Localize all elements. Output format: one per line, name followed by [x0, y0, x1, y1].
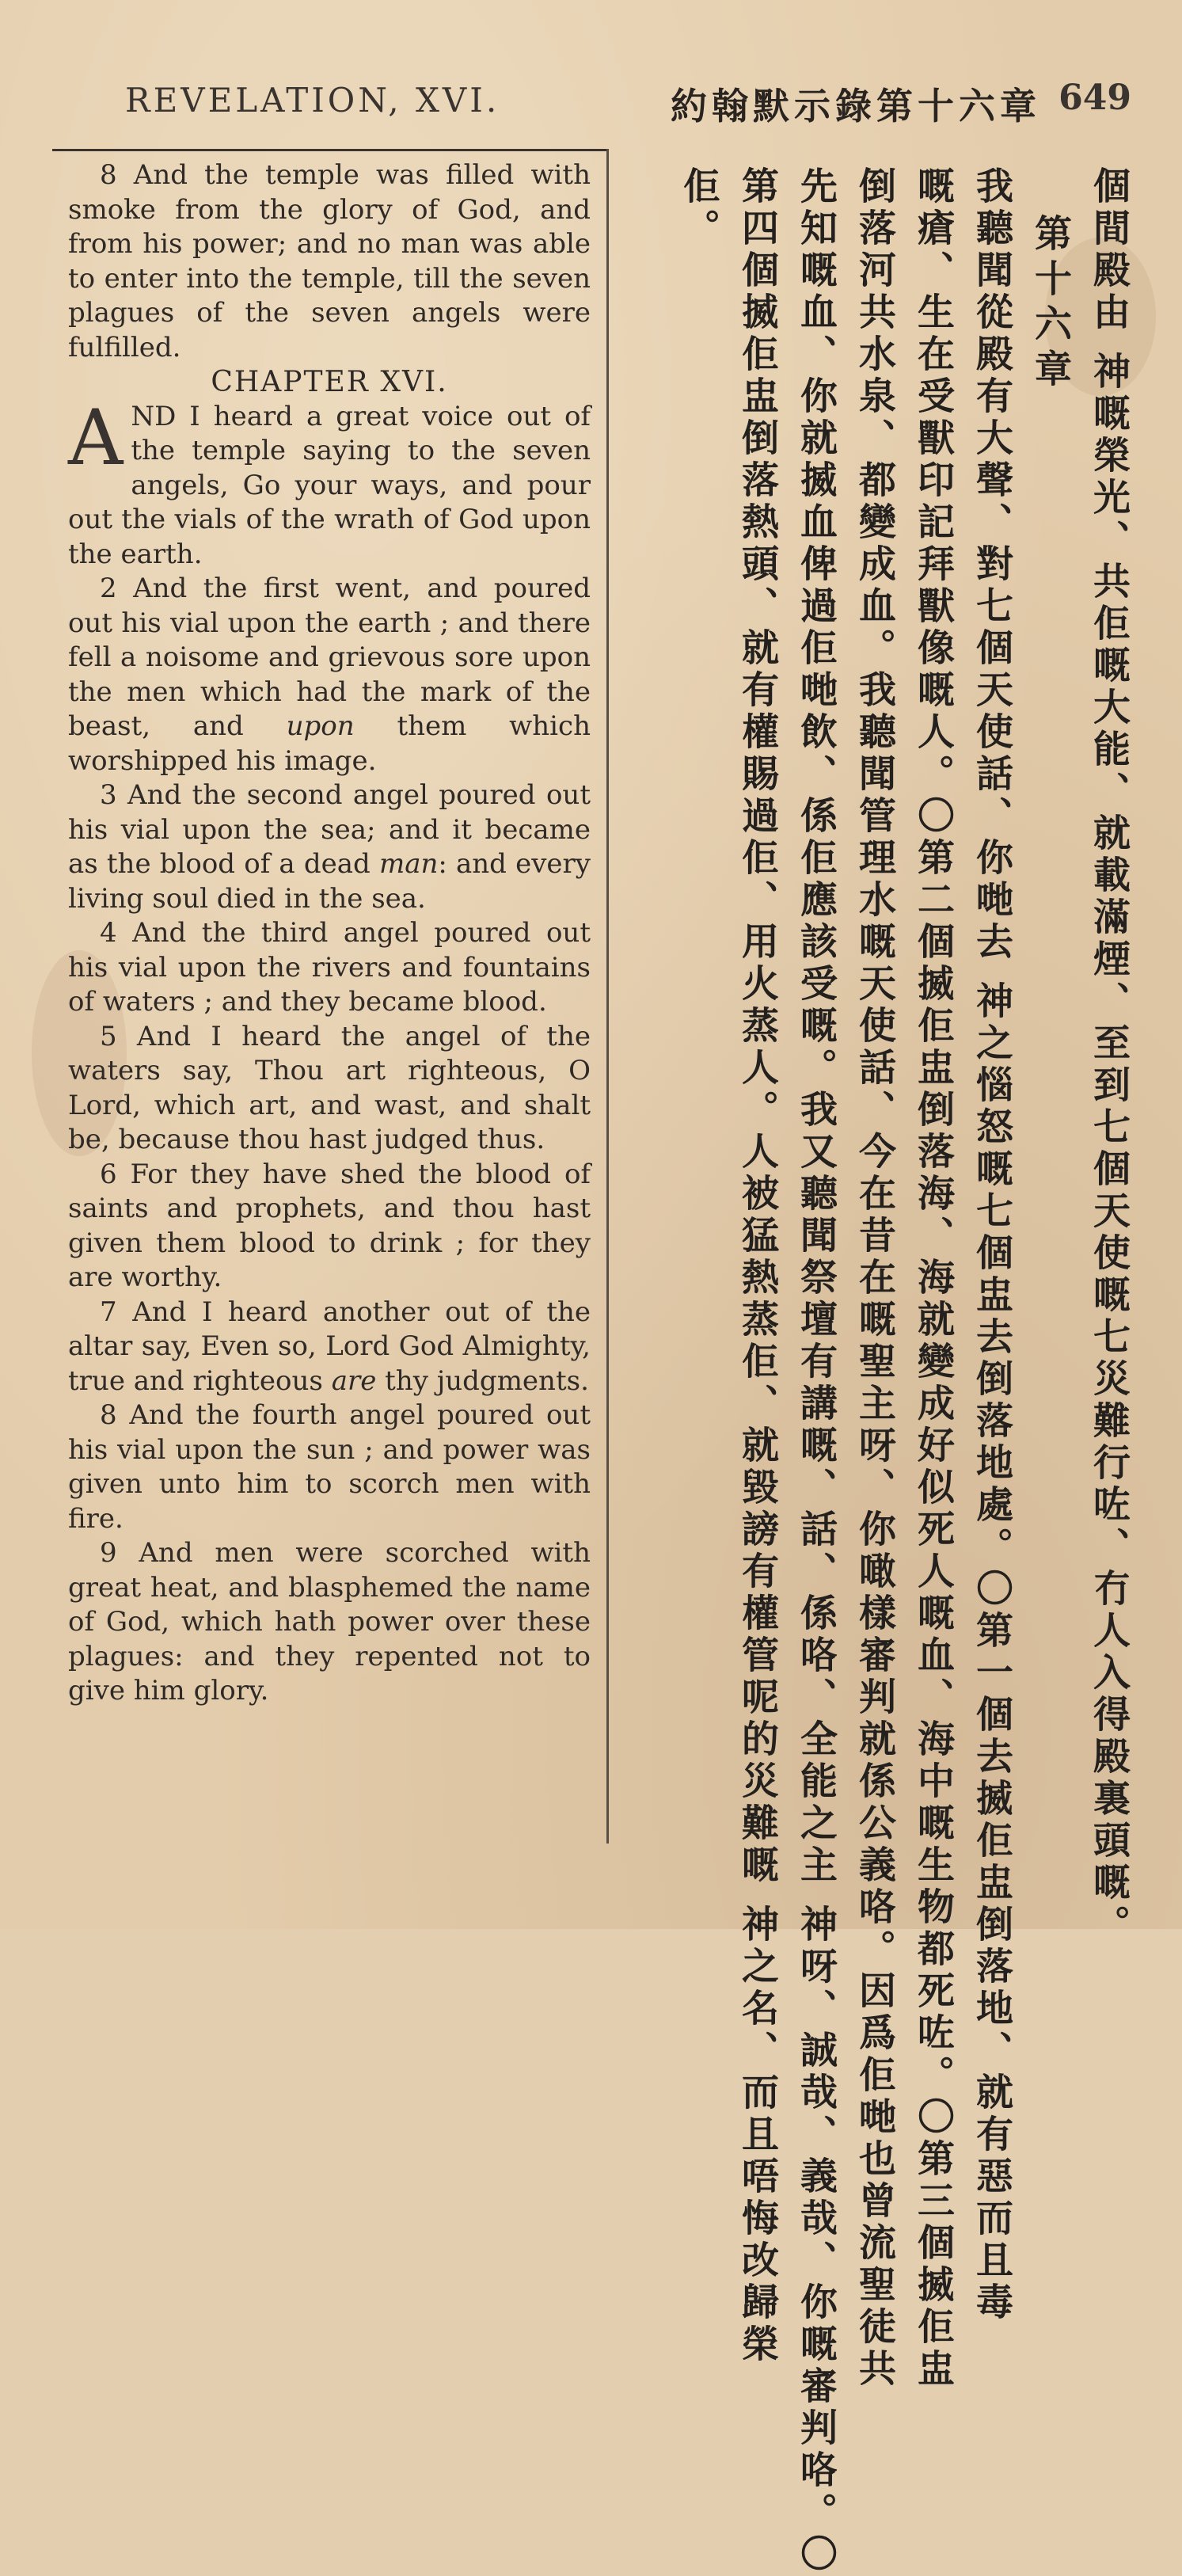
- verse-5: 5 And I heard the angel of the waters say, Thou art righteous, O Lord, which art, and wast, and shalt be, because thou hast judged thus.: [68, 1020, 591, 1155]
- chinese-text-line: 倒落河共水泉、都變成血。我聽聞管理水嘅天使話、今在昔在嘅聖主呀、你噉樣審判就係公義咯。因爲佢哋也曾流聖徒共: [853, 166, 896, 2391]
- verse-8-previous: 8 And the temple was filled with smoke from the glory of God, and from his power; and no man was able to enter into the temple, till the seven plagues of the seven angels were fulfilled.: [68, 159, 591, 363]
- running-title-chinese: 約翰默示錄第十六章: [671, 85, 1041, 127]
- verse-2-italic: upon: [286, 710, 355, 742]
- verse-7-italic: are: [331, 1364, 377, 1397]
- verse-4: 4 And the third angel poured out his vial upon the rivers and fountains of waters ; and they became blood.: [68, 917, 591, 1018]
- page-number: 649: [1058, 78, 1131, 118]
- verse-2: [68, 572, 591, 778]
- chinese-text-line: 先知嘅血、你就揻血俾過佢哋飲、係佢應該受嘅。我又聽聞祭壇有講嘅、話、係咯、全能之主 神呀、誠哉、義哉、你嘅審判咯。〇: [794, 166, 838, 2576]
- header-rule: [52, 149, 606, 151]
- chinese-chapter-title: 第十六章: [1028, 214, 1072, 394]
- chinese-text-line: 個間殿由 神嘅榮光、共佢嘅大能、就載滿煙、至到七個天使嘅七災難行咗、冇人入得殿裏頭嘅。: [1087, 166, 1131, 1947]
- verse-7: [68, 1296, 591, 1399]
- verse-3-italic: man: [378, 848, 439, 880]
- english-column: [68, 158, 591, 1709]
- verse-3: [68, 778, 591, 916]
- chinese-text-line: 嘅瘡、生在受獸印記拜獸像嘅人。〇第二個揻佢盅倒落海、海就變成好似死人嘅血、海中嘅生物都死咗。〇第三個揻佢盅: [911, 166, 955, 2391]
- chapter-title: CHAPTER XVI.: [211, 366, 448, 398]
- column-divider: [606, 149, 609, 1844]
- verse-8: 8 And the fourth angel poured out his vial upon the sun ; and power was given unto him to scorch men with fire.: [68, 1399, 591, 1535]
- verse-1: [68, 393, 591, 573]
- verse-3-text: 3 And the second angel poured out his vial upon the sea; and it became as the blood of a dead: [68, 779, 591, 880]
- verse-2-text-end: them which worshipped his image.: [68, 710, 591, 777]
- verse-1-text: ND I heard a great voice out of the temple saying to the seven angels, Go your ways, and pour out the vials of the wrath of God upon the earth.: [68, 400, 591, 570]
- chinese-column: [625, 166, 1132, 2576]
- running-title: REVELATION, XVI.: [125, 81, 500, 120]
- page-header: [0, 73, 1182, 128]
- chinese-text-line: 我聽聞從殿有大聲、對七個天使話、你哋去 神之惱怒嘅七個盅去倒落地處。〇第一個去揻佢盅倒落地、就有惡而且毒: [970, 166, 1013, 2325]
- drop-cap: A: [68, 393, 124, 482]
- verse-3-text-end: : and every living soul died in the sea.: [68, 848, 591, 915]
- verse-7-text: 7 And I heard another out of the altar say, Even so, Lord God Almighty, true and righteous: [68, 1296, 591, 1397]
- chinese-text-line: 佢。: [677, 166, 720, 250]
- verse-7-text-end: thy judgments.: [376, 1364, 589, 1397]
- chinese-text-line: 第四個揻佢盅倒落熱頭、就有權賜過佢、用火蒸人。人被猛熱蒸佢、就毀謗有權管呢的災難嘅 神之名、而且唔悔改歸榮: [735, 166, 779, 2367]
- verse-6: 6 For they have shed the blood of saints and prophets, and thou hast given them blood to drink ; for they are worthy.: [68, 1158, 591, 1293]
- verse-9: 9 And men were scorched with great heat, and blasphemed the name of God, which hath power over these plagues: and they repented not to give him glory.: [68, 1537, 591, 1707]
- verse-2-text: 2 And the first went, and poured out his vial upon the earth ; and there fell a noisome and grievous sore upon the men which had the mark of the beast, and: [68, 573, 591, 742]
